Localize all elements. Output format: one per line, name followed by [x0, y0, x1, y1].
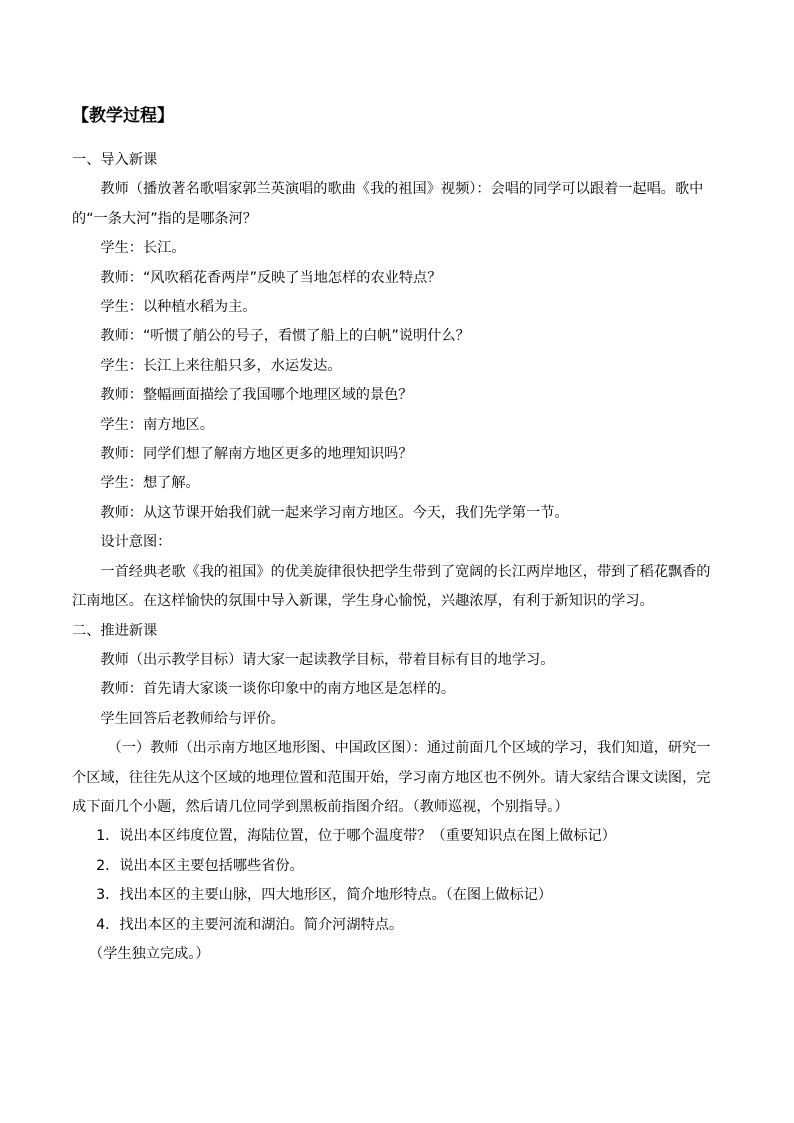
document-body: [72, 146, 724, 969]
paragraph-student-answer: 学生：以种植水稻为主。: [100, 299, 257, 316]
paragraph-student-answer: 学生：长江。: [100, 240, 186, 257]
paragraph-student-answer: 学生：南方地区。: [100, 416, 214, 433]
paragraph-student-answer: 学生：想了解。: [100, 475, 200, 492]
paragraph-design-intent: 一首经典老歌《我的祖国》的优美旋律很快把学生带到了宽阔的长江两岸地区，带到了稻花飘香的江南地区。在这样愉快的氛围中导入新课，学生身心愉悦，兴趣浓厚，有利于新知识的学习。: [72, 563, 711, 610]
paragraph-evaluation: 学生回答后老教师给与评价。: [100, 710, 285, 727]
paragraph-teacher-question: 教师：整幅画面描绘了我国哪个地理区域的景色？: [100, 387, 413, 404]
paragraph-teacher-question: 教师：“风吹稻花香两岸”反映了当地怎样的农业特点？: [100, 269, 442, 286]
list-item-task: 1．说出本区纬度位置，海陆位置，位于哪个温度带？（重要知识点在图上做标记）: [96, 828, 616, 845]
paragraph-student-answer: 学生：长江上来往船只多，水运发达。: [100, 357, 342, 374]
paragraph-teacher-statement: 教师：从这节课开始我们就一起来学习南方地区。今天，我们先学第一节。: [100, 504, 569, 521]
paragraph-subsection-one: （一）教师（出示南方地区地形图、中国政区图）：通过前面几个区域的学习，我们知道，研究一个区域，往往先从这个区域的地理位置和范围开始，学习南方地区也不例外。请大家结合课文读图，完成下面几个小题，然后请几位同学到黑板前指图介绍。（教师巡视，个别指导。）: [72, 740, 711, 815]
paragraph-teacher-question: 教师：同学们想了解南方地区更多的地理知识吗？: [100, 446, 413, 463]
paragraph-teacher-goals: 教师（出示教学目标）请大家一起读教学目标，带着目标有目的地学习。: [100, 651, 555, 668]
paragraph-note: （学生独立完成。）: [89, 945, 210, 962]
paragraph-teacher-song: 教师（播放著名歌唱家郭兰英演唱的歌曲《我的祖国》视频）：会唱的同学可以跟着一起唱。歌中的“一条大河”指的是哪条河？: [72, 181, 704, 227]
list-item-task: 2．说出本区主要包括哪些省份。: [96, 857, 304, 874]
section-title-intro: 一、导入新课: [72, 152, 158, 168]
list-item-task: 4．找出本区的主要河流和湖泊。简介河湖特点。: [96, 916, 404, 933]
list-item-task: 3．找出本区的主要山脉，四大地形区，简介地形特点。（在图上做标记）: [96, 887, 553, 904]
paragraph-teacher-question: 教师：“听惯了艄公的号子，看惯了船上的白帆”说明什么？: [100, 328, 470, 345]
paragraph-design-intent-label: 设计意图：: [100, 534, 172, 551]
section-title-new-lesson: 二、推进新课: [72, 622, 158, 639]
paragraph-teacher-discussion: 教师：首先请大家谈一谈你印象中的南方地区是怎样的。: [100, 681, 456, 698]
section-heading: 【教学过程】: [72, 106, 174, 126]
